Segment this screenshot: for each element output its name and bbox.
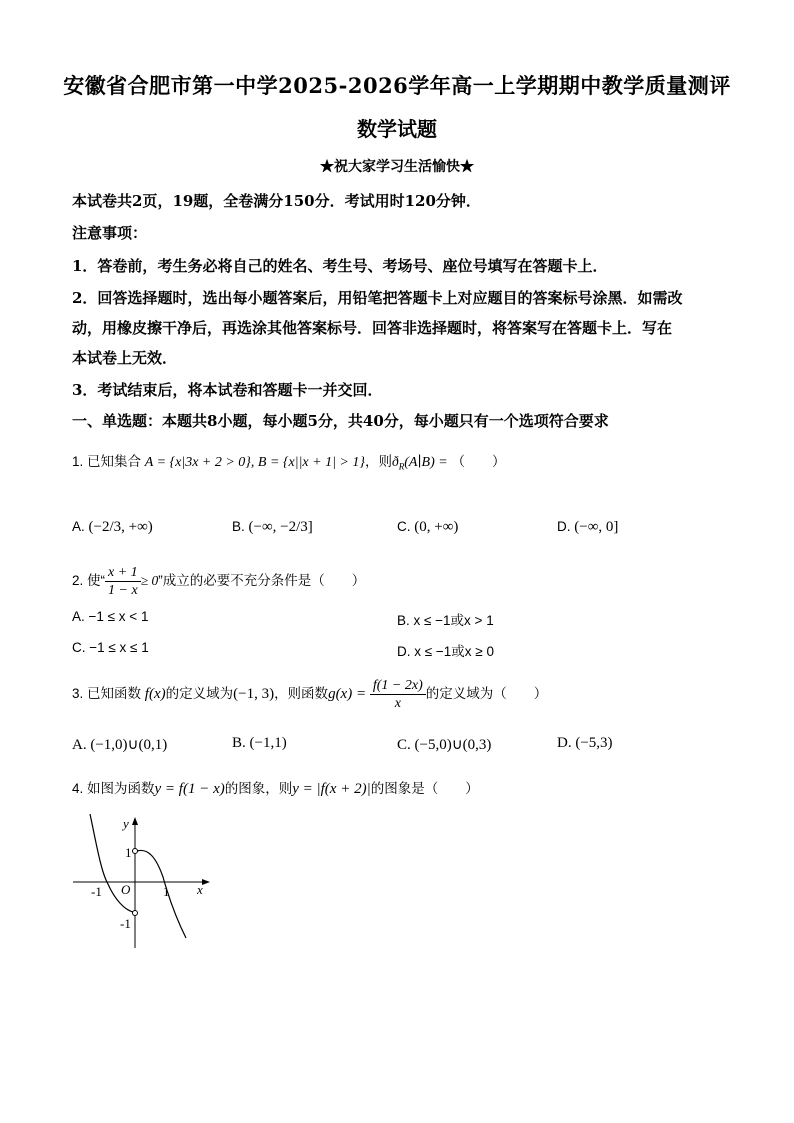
q2-suffix: ”成立的必要不充分条件是（ ） — [158, 573, 366, 588]
q3-fraction — [370, 677, 426, 712]
q3-option-b[interactable]: B. (−1,1) — [232, 735, 287, 751]
notice-1: 1．答卷前，考生务必将自己的姓名、考生号、考场号、座位号填写在答题卡上． — [72, 257, 608, 275]
q1-option-d[interactable] — [557, 519, 618, 536]
exam-info: 本试卷共2页，19题，全卷满分150分．考试用时120分钟． — [72, 192, 481, 210]
q1-ask: ，则 — [364, 454, 392, 469]
q1-answer-paren: （ ） — [451, 454, 506, 469]
tick-label-y-pos: 1 — [125, 845, 132, 860]
section-heading: 一、单选题：本题共8小题，每小题5分，共40分，每小题只有一个选项符合要求 — [72, 412, 609, 430]
question-1 — [72, 452, 728, 477]
q3-fx: f(x) — [144, 686, 166, 702]
q1-complement-sub: R — [398, 461, 405, 472]
y-axis-arrow — [132, 817, 138, 825]
q4-mid: 的图象，则 — [224, 781, 293, 796]
q3-option-c[interactable]: C. (−5,0)∪(0,3) — [397, 737, 492, 753]
q1-option-c[interactable] — [397, 519, 458, 536]
exam-title: 安徽省合肥市第一中学2025-2026学年高一上学期期中教学质量测评 — [63, 73, 731, 98]
q4-function-1: y = f(1 − x) — [154, 781, 225, 797]
q1-option-d-value: (−∞, 0] — [574, 519, 619, 535]
tick-label-y-neg: -1 — [120, 916, 131, 931]
q1-option-b[interactable] — [232, 519, 313, 536]
origin-label: O — [121, 882, 131, 897]
q3-prefix: 3. 已知函数 — [72, 686, 142, 701]
q4-suffix: 的图象是（ ） — [370, 781, 479, 796]
q4-function-graph — [68, 812, 218, 952]
x-axis-label: x — [197, 882, 203, 897]
notice-2c: 本试卷上无效． — [72, 349, 178, 367]
notice-title: 注意事项： — [72, 224, 148, 242]
q1-option-a-value: (−2/3, +∞) — [88, 519, 153, 535]
question-3 — [72, 674, 728, 714]
tick-label-x-pos: 1 — [163, 884, 170, 899]
q1-option-b-label: B. — [232, 519, 245, 534]
q1-option-c-value: (0, +∞) — [414, 519, 459, 535]
q2-fraction-den: 1 − x — [108, 582, 138, 598]
q3-mid1: 的定义域为 — [165, 686, 234, 701]
question-2 — [72, 562, 728, 600]
q2-prefix: 2. 使“ — [72, 573, 106, 588]
question-4 — [72, 779, 728, 799]
q1-option-a[interactable] — [72, 519, 153, 536]
notice-2b: 动，用橡皮擦干净后，再选涂其他答案标号．回答非选择题时，将答案写在答题卡上．写在 — [72, 319, 673, 337]
q2-option-b[interactable]: B. x ≤ −1或x > 1 — [397, 613, 494, 628]
q1-set-b: , B = {x||x + 1| > 1} — [250, 455, 365, 470]
exam-subtitle: 数学试题 — [357, 117, 437, 141]
q3-option-d[interactable]: D. (−5,3) — [557, 735, 613, 751]
open-point-lower — [133, 911, 138, 916]
q3-suffix: 的定义域为（ ） — [425, 686, 548, 701]
notice-2a: 2．回答选择题时，选出每小题答案后，用铅笔把答题卡上对应题目的答案标号涂黑．如需改 — [72, 289, 683, 307]
motto: ★祝大家学习生活愉快★ — [320, 159, 474, 175]
q3-fraction-den: x — [394, 695, 401, 711]
tick-label-x-neg: -1 — [91, 884, 102, 899]
q2-option-a[interactable]: A. −1 ≤ x < 1 — [72, 609, 149, 624]
q2-option-c[interactable]: C. −1 ≤ x ≤ 1 — [72, 640, 149, 655]
x-axis-arrow — [202, 879, 210, 885]
q3-gx: g(x) = — [328, 686, 367, 702]
y-axis-label: y — [123, 816, 129, 831]
q3-domain: (−1, 3) — [233, 686, 275, 702]
q4-function-2: y = |f(x + 2)| — [292, 781, 371, 797]
q2-inequality: ≥ 0 — [140, 573, 159, 588]
curve-right-branch — [137, 850, 186, 938]
q4-prefix: 4. 如图为函数 — [72, 781, 155, 796]
q1-prefix: 1. 已知集合 — [72, 454, 142, 469]
q1-set-a: A = {x|3x + 2 > 0} — [144, 455, 251, 470]
q1-option-d-label: D. — [557, 519, 571, 534]
q3-option-a[interactable]: A. (−1,0)∪(0,1) — [72, 737, 168, 753]
q2-fraction — [105, 564, 141, 599]
q3-mid2: ，则函数 — [274, 686, 329, 701]
q1-complement-symbol: ð — [391, 454, 399, 469]
notice-3: 3．考试结束后，将本试卷和答题卡一并交回． — [72, 381, 383, 399]
q1-option-b-value: (−∞, −2/3] — [248, 519, 313, 535]
q1-expression: (A∣B) = — [404, 455, 448, 470]
q2-fraction-num: x + 1 — [105, 564, 141, 582]
open-point-upper — [133, 849, 138, 854]
q2-option-d[interactable]: D. x ≤ −1或x ≥ 0 — [397, 644, 494, 659]
q1-option-c-label: C. — [397, 519, 411, 534]
q3-fraction-num: f(1 − 2x) — [370, 677, 426, 695]
q1-option-a-label: A. — [72, 519, 85, 534]
